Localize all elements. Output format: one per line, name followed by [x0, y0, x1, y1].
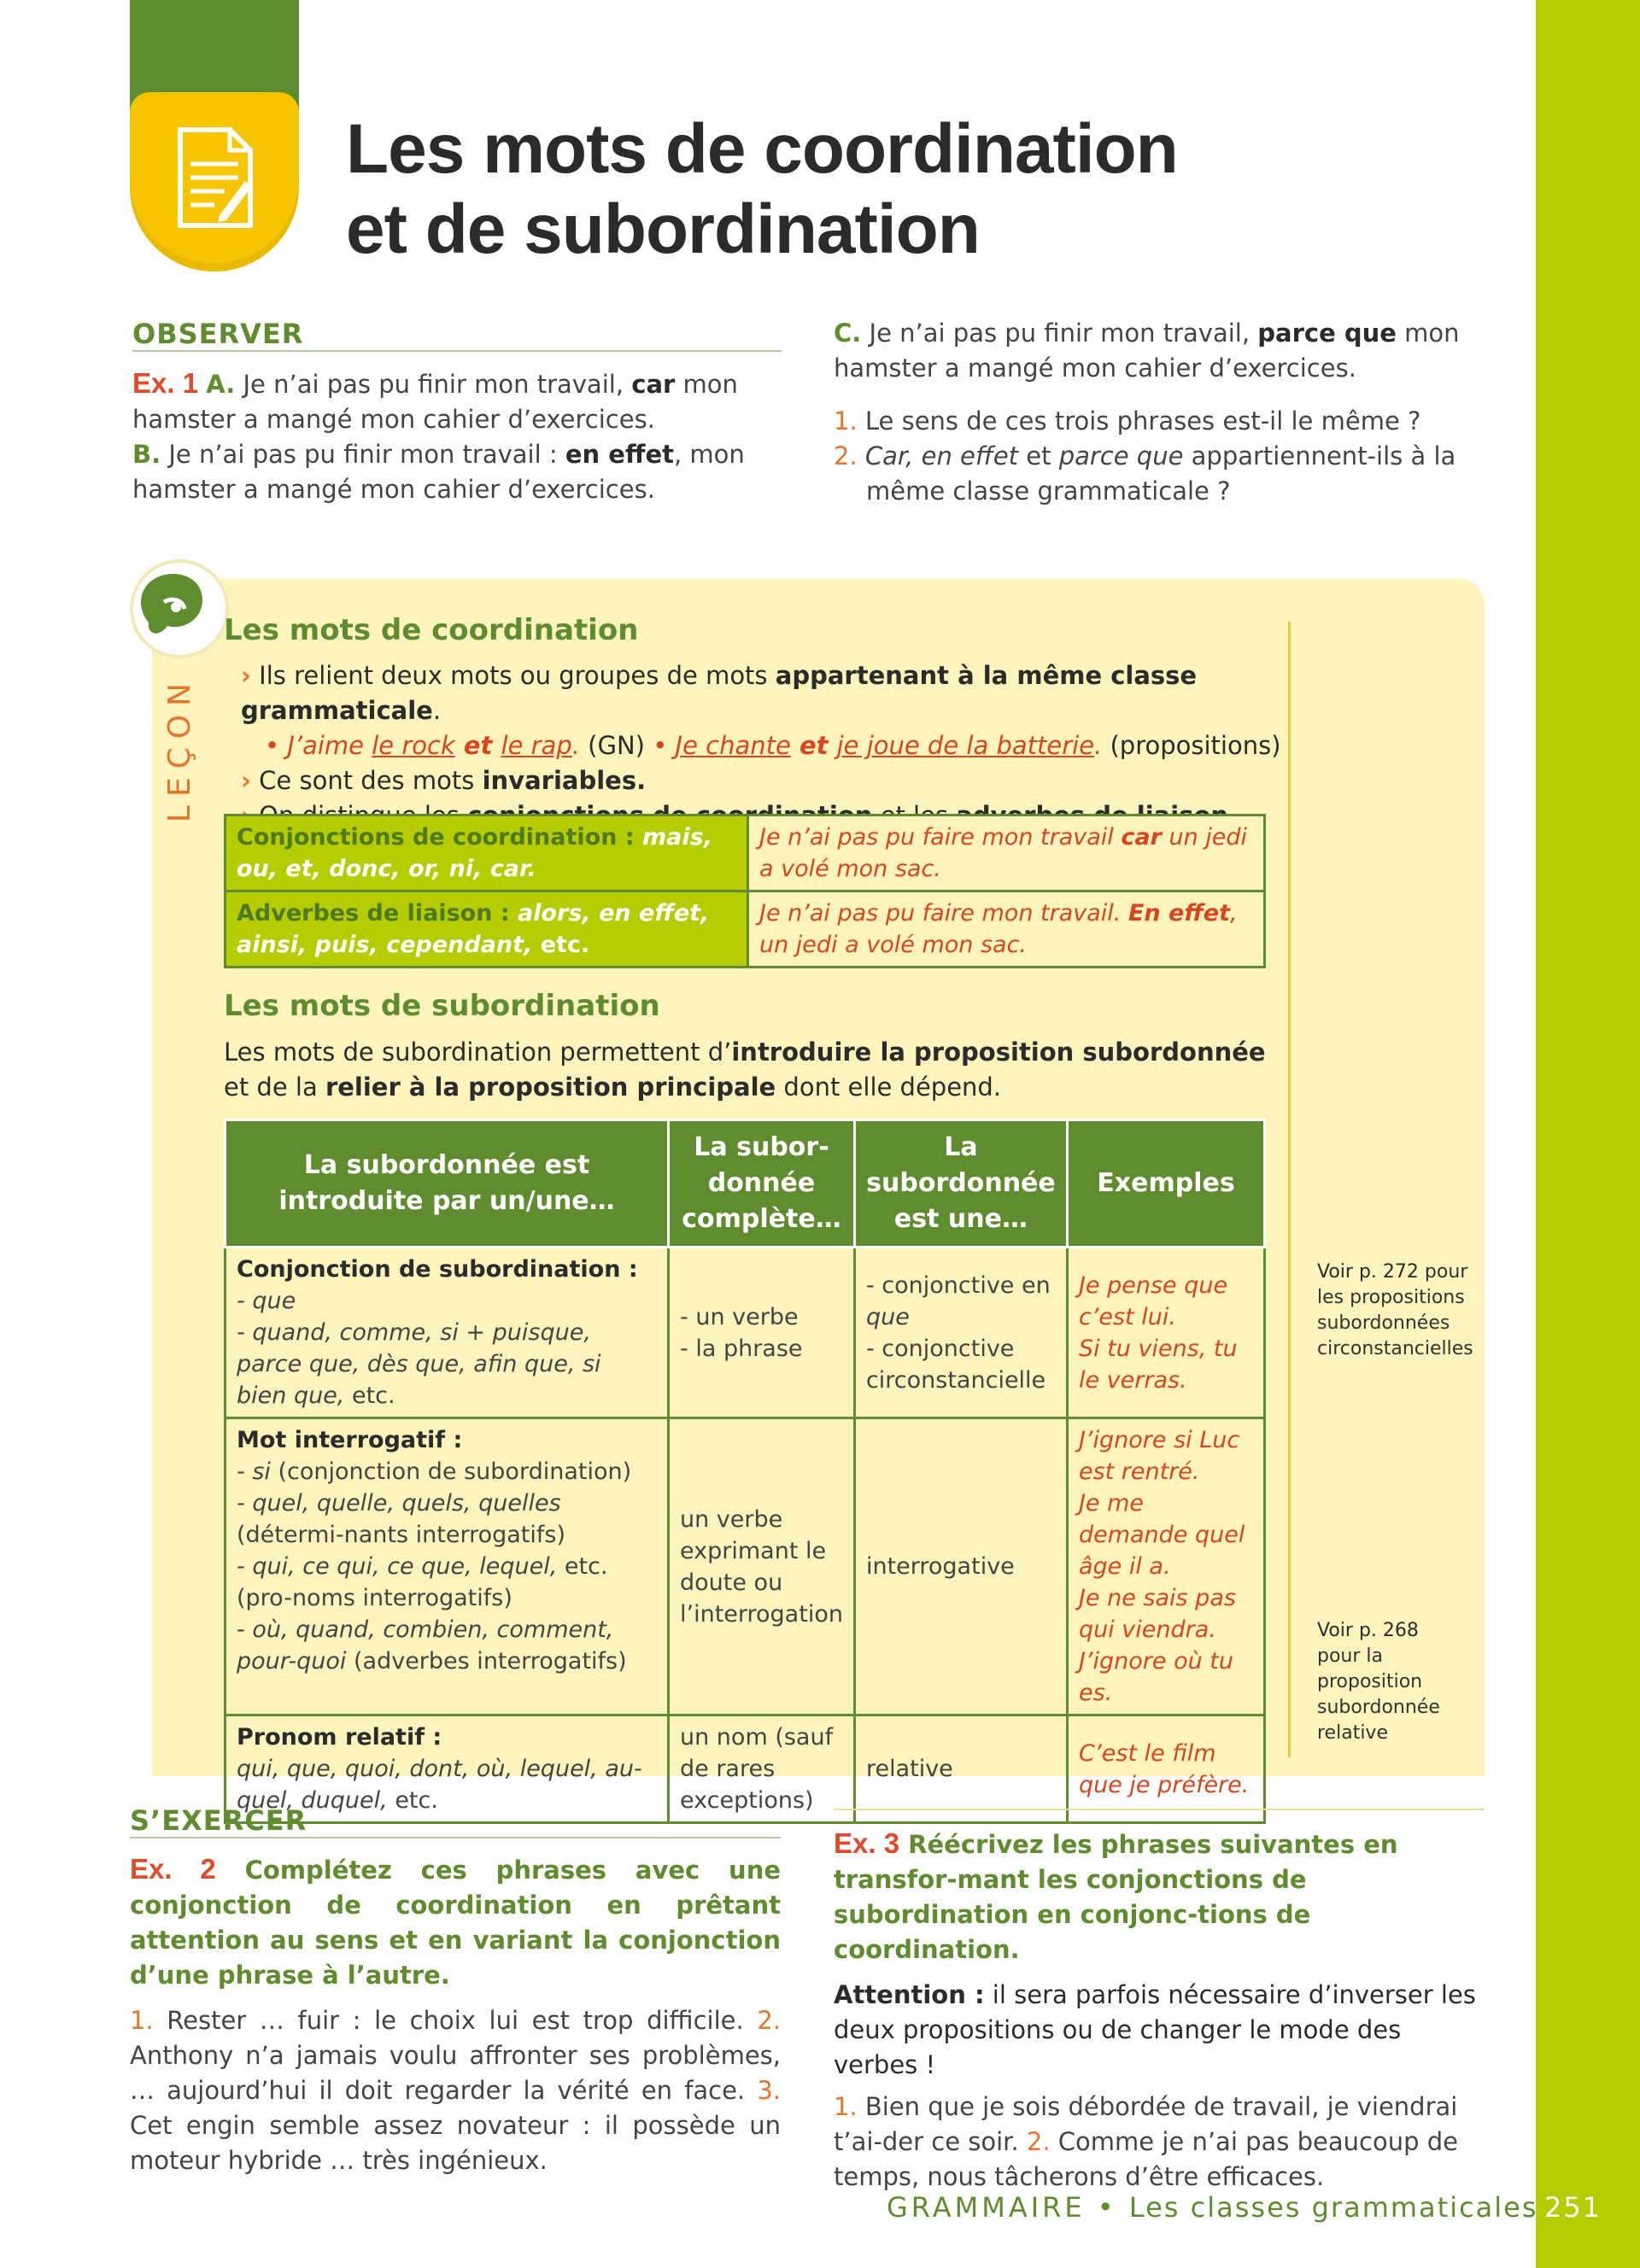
- sub-interrog-example-1: J’ignore si Luc est rentré.: [1078, 1427, 1240, 1485]
- question-2-text: appartiennent-ils à la même classe grammaticale ?: [866, 441, 1456, 506]
- sub-interrog-examples: [1067, 1418, 1264, 1716]
- ex3-instruction: [834, 1826, 1485, 1967]
- ex1-c-bold: parce que: [1257, 319, 1397, 348]
- bullet-1-end: .: [432, 696, 442, 725]
- sub-relative-example: C’est le film que je préfère.: [1067, 1716, 1264, 1823]
- sub-interrog-2: (détermi-nants interrogatifs): [237, 1522, 566, 1548]
- sub-conj-type-1-italic: que: [865, 1303, 910, 1330]
- ex3-sentence-1: Bien que je sois débordée de travail, je viendrai t’ai-der ce soir.: [834, 2092, 1458, 2156]
- ex1-c-label: C.: [834, 319, 862, 348]
- ex3-attention-label: Attention :: [834, 1980, 985, 2009]
- sub-conj-completes: [669, 1248, 855, 1418]
- ex1-b-text-end: , mon hamster a mangé mon cahier d’exercices.: [132, 440, 745, 504]
- sub-conjunction-cell: [226, 1248, 669, 1418]
- ex2-sentence-2: Anthony n’a jamais voulu affronter ses problèmes, … aujourd’hui il doit regarder la vérité en face.: [130, 2041, 781, 2105]
- sub-relative-completes: un nom (sauf de rares exceptions): [669, 1716, 855, 1823]
- chevron-right-icon: ›: [241, 766, 251, 795]
- sub-interrog-4-italic: - où, quand, combien, comment, pour-quoi: [237, 1616, 614, 1675]
- sub-intro-text: Les mots de subordination permettent d’: [224, 1038, 732, 1067]
- side-note-2-text: pour la proposition subordonnée relative: [1317, 1645, 1440, 1744]
- coord-conj-example-end: un jedi a volé mon sac.: [759, 824, 1248, 882]
- table-row: [226, 815, 1265, 891]
- ex2-num-2: 2.: [757, 2006, 781, 2035]
- example-a-5: .: [571, 731, 580, 760]
- sub-interrog-title: Mot interrogatif :: [237, 1427, 463, 1453]
- footer-section: GRAMMAIRE: [887, 2191, 1086, 2224]
- sub-conj-example-1: Je pense que c’est lui.: [1078, 1271, 1228, 1330]
- title-line-2: et de subordination: [346, 190, 980, 268]
- subordination-heading: Les mots de subordination: [224, 989, 660, 1023]
- coord-adv-example-bold: En effet: [1128, 900, 1231, 926]
- ex1-a-text-end: mon hamster a mangé mon cahier d’exercices.: [132, 370, 738, 434]
- leaf-icon: [130, 559, 222, 652]
- question-1-num: 1.: [834, 406, 858, 435]
- sub-relative-1-italic: qui, que, quoi, dont, où, lequel, au-quel, duquel,: [237, 1756, 642, 1814]
- coord-adv-list: alors, en effet, ainsi, puis, cependant,: [237, 900, 710, 958]
- col-header-introduced-by: La subordonnée est introduite par un/une…: [226, 1120, 669, 1248]
- footer-running-head: [887, 2191, 1538, 2224]
- table-row: [226, 891, 1265, 967]
- ex1-b-text: Je n’ai pas pu finir mon travail :: [161, 440, 565, 469]
- table-row: [226, 1716, 1265, 1823]
- sub-interrog-example-2: Je me demande quel âge il a.: [1078, 1490, 1245, 1580]
- bullet-1: [241, 658, 1292, 728]
- ex1-label: Ex. 1: [132, 367, 199, 399]
- example-dot-2: •: [653, 731, 668, 760]
- example-b-4: .: [1094, 731, 1103, 760]
- side-note-relative: [1317, 1618, 1445, 1746]
- title-line-1: Les mots de coordination: [346, 110, 1178, 188]
- example-b-2: et: [790, 731, 837, 760]
- sub-conj-type-1: - conjonctive en: [865, 1271, 1051, 1299]
- ex2-sentence-3: Cet engin semble assez novateur : il possède un moteur hybride … très ingénieux.: [130, 2111, 781, 2175]
- sub-interrog-completes: un verbe exprimant le doute ou l’interrogation: [669, 1418, 855, 1716]
- exercise-3: [834, 1826, 1485, 2195]
- sub-interrog-type: interrogative: [854, 1418, 1067, 1716]
- coord-conj-label: Conjonctions de coordination :: [237, 824, 635, 850]
- sub-interrog-1-italic: - si: [237, 1458, 271, 1485]
- bullet-2-bold: invariables.: [482, 766, 647, 795]
- side-note-1-ref: Voir p. 272: [1317, 1261, 1419, 1283]
- sub-intro-bold-2: relier à la proposition principale: [325, 1073, 776, 1102]
- document-pencil-icon: [177, 126, 254, 229]
- ex3-instruction-text: Réécrivez les phrases suivantes en transfor-mant les conjonctions de subordination en conjonc-tions de coordination.: [834, 1830, 1398, 1964]
- ex2-num-1: 1.: [130, 2006, 154, 2035]
- side-note-2-ref: Voir p. 268: [1317, 1620, 1419, 1641]
- ex1-c-text-end: mon hamster a mangé mon cahier d’exercices.: [834, 319, 1460, 383]
- coord-adv-example-end: , un jedi a volé mon sac.: [759, 900, 1238, 958]
- sub-conj-etc: etc.: [344, 1382, 395, 1409]
- right-margin-bar: [1536, 0, 1640, 2268]
- sub-conj-completes-1: - un verbe: [680, 1303, 799, 1330]
- table-row: [226, 1418, 1265, 1716]
- sub-conj-line-2: - quand, comme, si + puisque, parce que, dès que, afin que, si bien que,: [237, 1319, 601, 1409]
- sub-interrog-example-3: Je ne sais pas qui viendra.: [1078, 1585, 1236, 1643]
- sub-interrog-example-4: J’ignore où tu es.: [1078, 1648, 1233, 1706]
- coord-conj-list: mais, ou, et, donc, or, ni, car.: [237, 824, 712, 882]
- ex3-sentence-2: Comme je n’ai pas beaucoup de temps, nous tâcherons d’être efficaces.: [834, 2127, 1458, 2191]
- question-2-italic: Car, en effet: [857, 441, 1019, 471]
- ex2-label: Ex. 2: [130, 1853, 216, 1885]
- sub-interrog-4: (adverbes interrogatifs): [346, 1648, 627, 1675]
- col-header-type: La subordonnée est une…: [854, 1120, 1067, 1248]
- bullet-2: [241, 763, 1292, 798]
- observer-ex1-c: [834, 316, 1483, 386]
- exercer-rule: [130, 1837, 781, 1838]
- subordination-table: [224, 1119, 1266, 1824]
- ex3-label: Ex. 3: [834, 1827, 900, 1859]
- bullet-1-text: Ils relient deux mots ou groupes de mots: [259, 661, 776, 690]
- observer-heading: OBSERVER: [132, 318, 304, 350]
- coordination-heading: Les mots de coordination: [224, 613, 639, 647]
- ex2-instruction-text: Complétez ces phrases avec une conjonction de coordination en prêtant attention au sens et en variant la conjonction d’une phrase à l’autre.: [130, 1856, 782, 1990]
- ex1-a-label: A.: [206, 370, 236, 399]
- sub-relative-type: relative: [854, 1716, 1067, 1823]
- side-note-1-text: pour les propositions subordonnées circonstancielles: [1317, 1261, 1473, 1359]
- question-2-italic-2: parce que: [1058, 441, 1184, 471]
- sub-conj-type: [854, 1248, 1067, 1418]
- question-1: [834, 404, 1483, 439]
- coordination-examples: [241, 728, 1292, 763]
- example-a-4: le rap: [501, 731, 572, 760]
- example-a-1: J’aime: [287, 731, 372, 760]
- ex1-a-bold: car: [631, 370, 676, 399]
- ex1-c-text: Je n’ai pas pu finir mon travail,: [861, 319, 1258, 348]
- sub-conj-line-1: - que: [237, 1288, 296, 1314]
- sub-relative-title: Pronom relatif :: [237, 1724, 442, 1751]
- sub-conj-title: Conjonction de subordination :: [237, 1256, 638, 1283]
- chevron-right-icon: ›: [241, 661, 251, 690]
- side-note-circonstancielles: [1317, 1260, 1475, 1362]
- coord-conjunctions-cell: [226, 815, 748, 891]
- coordination-table: [224, 814, 1266, 968]
- sub-interrogative-cell: [226, 1418, 669, 1716]
- coord-adverbs-cell: [226, 891, 748, 967]
- lesson-vertical-label: LEÇON: [162, 675, 197, 823]
- ex2-instruction: [130, 1851, 781, 1993]
- ex2-sentence-1: Rester … fuir : le choix lui est trop difficile.: [153, 2006, 758, 2035]
- example-dot-1: •: [265, 731, 280, 760]
- footer-dot: •: [1085, 2191, 1129, 2224]
- ex3-rule: [834, 1809, 1485, 1810]
- bullet-2-text: Ce sont des mots: [259, 766, 483, 795]
- ex3-num-1: 1.: [834, 2092, 858, 2121]
- example-b-3: je joue de la batterie: [836, 731, 1095, 760]
- ex3-sentences: [834, 2090, 1485, 2195]
- observer-questions: [834, 404, 1483, 509]
- question-2: [834, 439, 1483, 509]
- coord-conj-example-text: Je n’ai pas pu faire mon travail: [759, 824, 1122, 850]
- coord-adv-etc: etc.: [532, 932, 590, 958]
- ex2-num-3: 3.: [757, 2076, 781, 2105]
- ex2-sentences: [130, 2003, 781, 2178]
- example-b-1: Je chante: [675, 731, 791, 760]
- sub-conj-type-2: - conjonctive circonstancielle: [865, 1335, 1046, 1394]
- sub-intro-mid: et de la: [224, 1073, 325, 1102]
- lesson-badge: [130, 559, 229, 658]
- sub-interrog-3: etc. (pro-noms interrogatifs): [237, 1553, 608, 1611]
- page-number: 251: [1544, 2191, 1602, 2224]
- example-a-2: le rock: [372, 731, 455, 760]
- sub-interrog-3-italic: - qui, ce qui, ce que, lequel,: [237, 1553, 558, 1580]
- sub-intro-bold-1: introduire la proposition subordonnée: [731, 1038, 1266, 1067]
- question-2-mid: et: [1018, 441, 1059, 471]
- page-title: [346, 109, 1178, 270]
- coord-conjunctions-example: [748, 815, 1265, 891]
- sub-conj-examples: [1067, 1248, 1264, 1418]
- col-header-examples: Exemples: [1067, 1120, 1264, 1248]
- document-badge: [130, 92, 299, 272]
- sub-conj-completes-2: - la phrase: [680, 1335, 803, 1362]
- ex1-b-label: B.: [132, 440, 161, 469]
- exercise-2: [130, 1851, 781, 2178]
- col-header-completes: La subor-donnée complète…: [669, 1120, 855, 1248]
- exercer-heading: S’EXERCER: [130, 1804, 308, 1837]
- example-a-3: et: [454, 731, 501, 760]
- example-b-tag: (propositions): [1102, 731, 1281, 760]
- footer-chapter: Les classes grammaticales: [1128, 2191, 1538, 2224]
- ex1-a-text: Je n’ai pas pu finir mon travail,: [235, 370, 632, 399]
- sub-interrog-1: (conjonction de subordination): [270, 1458, 632, 1485]
- coord-adv-example-text: Je n’ai pas pu faire mon travail.: [759, 900, 1128, 926]
- table-header-row: [226, 1120, 1265, 1248]
- ex3-num-2: 2.: [1026, 2127, 1051, 2156]
- sub-relative-1: etc.: [387, 1787, 438, 1814]
- sub-interrog-2-italic: - quel, quelle, quels, quelles: [237, 1490, 561, 1517]
- coord-adv-label: Adverbes de liaison :: [237, 900, 510, 926]
- coord-adverbs-example: [748, 891, 1265, 967]
- question-2-num: 2.: [834, 441, 858, 471]
- bullet-1-bold: appartenant à la même classe grammaticale: [241, 661, 1198, 725]
- sub-conj-example-2: Si tu viens, tu le verras.: [1078, 1335, 1238, 1394]
- observer-ex1: [132, 365, 782, 507]
- subordination-intro: [224, 1035, 1274, 1105]
- coord-conj-example-bold: car: [1121, 824, 1162, 850]
- ex3-attention: [834, 1978, 1485, 2083]
- ex1-b-bold: en effet: [565, 440, 674, 469]
- question-1-text: Le sens de ces trois phrases est-il le même ?: [857, 406, 1421, 435]
- coordination-bullets: [241, 658, 1292, 833]
- observer-rule: [132, 350, 782, 352]
- ex3-attention-text: il sera parfois nécessaire d’inverser les deux propositions ou de changer le mode des verbes !: [834, 1980, 1476, 2079]
- table-row: [226, 1248, 1265, 1418]
- example-a-tag: (GN): [579, 731, 653, 760]
- sub-intro-end: dont elle dépend.: [776, 1073, 1002, 1102]
